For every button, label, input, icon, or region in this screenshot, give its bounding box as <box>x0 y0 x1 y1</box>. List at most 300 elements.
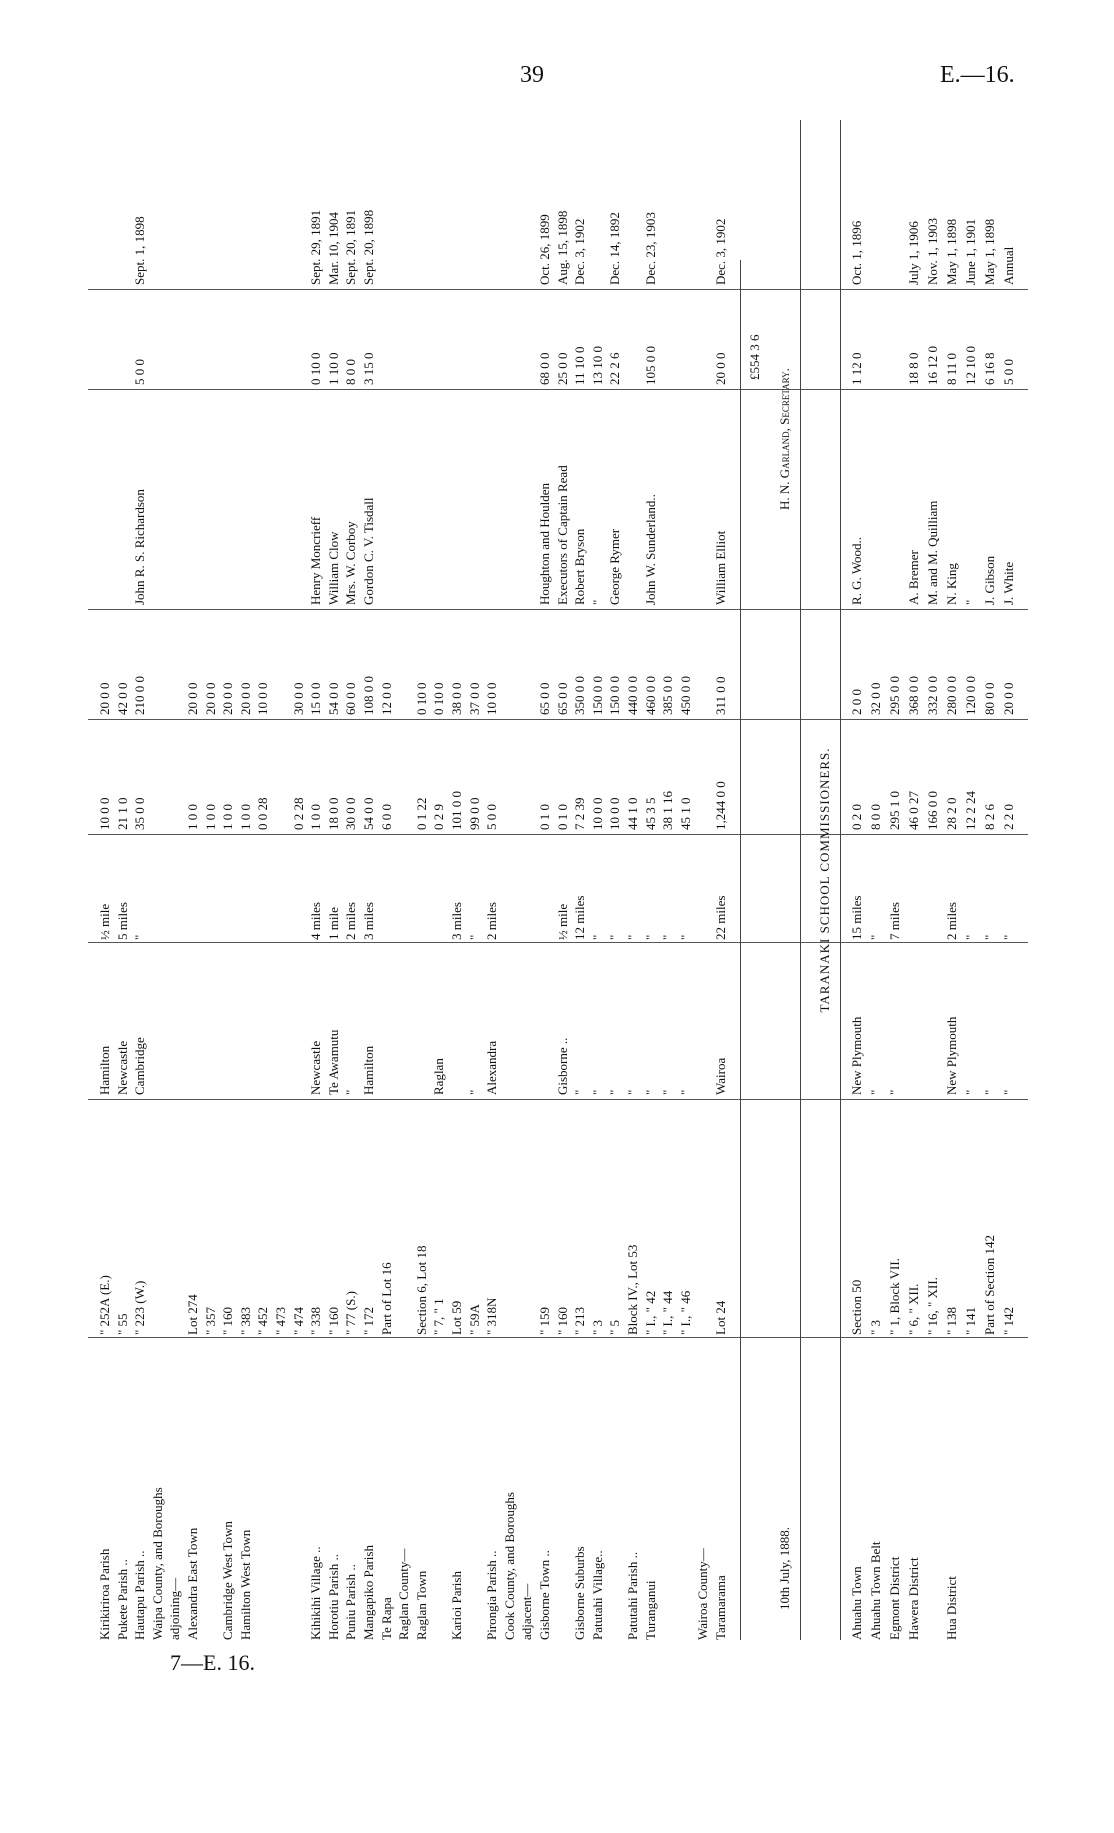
table-row <box>501 120 518 1640</box>
table-row <box>254 120 271 1640</box>
cell-amt: 8 0 0 <box>343 359 359 385</box>
cell-rent: 332 0 0 <box>925 676 940 715</box>
cell-rent: 368 0 0 <box>906 676 921 715</box>
cell-rent: 65 0 0 <box>537 682 552 715</box>
table-row <box>96 120 113 1640</box>
cell-town: " <box>982 1089 997 1095</box>
cell-town: " <box>625 1089 640 1095</box>
cell-loc: Taramarama <box>713 1575 728 1640</box>
cell-less: Executors of Captain Read <box>554 465 570 605</box>
cell-town: " <box>572 1089 588 1095</box>
cell-area: 12 2 24 <box>963 791 978 830</box>
cell-sec: " 55 <box>114 1313 130 1335</box>
cell-area: 35 0 0 <box>132 797 148 830</box>
cell-area: 38 1 16 <box>660 791 676 830</box>
table-row <box>114 120 131 1640</box>
cell-rent: 12 0 0 <box>378 682 394 715</box>
cell-sec: " 16, " XII. <box>925 1277 940 1335</box>
cell-loc: Raglan Town <box>413 1570 429 1640</box>
cell-sec: " 160 <box>220 1306 236 1335</box>
cell-sec: " 338 <box>308 1306 324 1335</box>
section-rule <box>800 120 801 1640</box>
cell-dist: 22 miles <box>713 895 728 940</box>
cell-dist: 3 miles <box>361 902 376 940</box>
cell-loc: Ahuahu Town <box>849 1566 864 1640</box>
cell-exp: Sept. 20, 1891 <box>343 209 359 285</box>
cell-loc: Hautapu Parish .. <box>132 1550 148 1640</box>
cell-sec: " 142 <box>1001 1306 1016 1335</box>
cell-less: M. and M. Quilliam <box>925 500 940 605</box>
cell-rent: 42 0 0 <box>114 682 130 715</box>
cell-town: " <box>466 1089 482 1095</box>
table-row <box>166 120 183 1640</box>
cell-rent: 295 0 0 <box>887 676 902 715</box>
cell-amt: 12 10 0 <box>963 346 978 385</box>
cell-dist: 12 miles <box>572 895 588 940</box>
cell-loc: Hamilton West Town <box>237 1529 253 1640</box>
cell-amt: 18 8 0 <box>906 352 921 385</box>
cell-area: 0 1 0 <box>554 804 570 830</box>
cell-sec: Block IV., Lot 53 <box>625 1244 640 1335</box>
table-row <box>149 120 166 1640</box>
cell-sec: Part of Section 142 <box>982 1234 997 1335</box>
cell-area: 10 0 0 <box>589 797 605 830</box>
table-row <box>981 120 998 1640</box>
cell-area: 1 0 0 <box>202 804 218 830</box>
cell-area: 30 0 0 <box>343 797 359 830</box>
table-row <box>131 120 148 1640</box>
cell-town: " <box>677 1089 693 1095</box>
cell-loc: Hua District <box>944 1576 959 1640</box>
cell-area: 8 2 6 <box>982 804 997 830</box>
cell-area: 1 0 0 <box>185 804 200 830</box>
cell-town: Newcastle <box>308 1040 324 1095</box>
cell-loc: Gisborne Suburbs <box>572 1546 588 1640</box>
cell-sec: " 6, " XII. <box>906 1283 921 1335</box>
cell-loc: Patutahi Parish .. <box>625 1551 640 1640</box>
cell-sec: " I., " 44 <box>660 1290 676 1335</box>
table-row <box>1000 120 1017 1640</box>
cell-sec: " 7, " 1 <box>431 1298 447 1335</box>
cell-loc: Gisborne Town .. <box>537 1550 552 1640</box>
cell-area: 45 1 0 <box>677 797 693 830</box>
table-row <box>360 120 377 1640</box>
table-row <box>413 120 430 1640</box>
table-row <box>202 120 219 1640</box>
cell-rent: 0 10 0 <box>413 682 429 715</box>
cell-dist: ½ mile <box>554 903 570 940</box>
total-rule <box>740 260 741 1640</box>
cell-amt: 3 15 0 <box>361 352 376 385</box>
cell-exp: Annual <box>1001 246 1016 285</box>
cell-loc: Waipa County, and Boroughs <box>149 1487 165 1640</box>
cell-town: " <box>887 1089 902 1095</box>
table-row <box>624 120 641 1640</box>
cell-dist: " <box>589 934 605 940</box>
cell-sec: " 452 <box>255 1306 271 1335</box>
cell-less: J. White <box>1001 561 1016 605</box>
cell-less: R. G. Wood.. <box>849 536 864 605</box>
cell-rent: 10 0 0 <box>255 682 271 715</box>
cell-amt: 1 12 0 <box>849 352 864 385</box>
cell-exp: Dec. 14, 1892 <box>607 212 623 285</box>
cell-town: Cambridge <box>132 1037 148 1095</box>
cell-area: 1 0 0 <box>308 804 324 830</box>
cell-rent: 30 0 0 <box>290 682 306 715</box>
cell-loc: Kihikihi Village .. <box>308 1546 324 1640</box>
cell-area: 28 2 0 <box>944 797 959 830</box>
table-row <box>536 120 553 1640</box>
cell-dist: " <box>132 934 148 940</box>
cell-area: 5 0 0 <box>484 804 500 830</box>
table-row <box>290 120 307 1640</box>
table-row <box>483 120 500 1640</box>
cell-less: John W. Sunderland.. <box>642 494 658 605</box>
cell-area: 0 2 9 <box>431 804 447 830</box>
table-row <box>378 120 395 1640</box>
cell-exp: May 1, 1898 <box>982 218 997 285</box>
cell-amt: 5 0 0 <box>132 359 148 385</box>
cell-amt: 25 0 0 <box>554 352 570 385</box>
cell-rent: 210 0 0 <box>132 676 148 715</box>
table-row <box>886 120 903 1640</box>
cell-dist: " <box>642 934 658 940</box>
cell-dist: " <box>982 934 997 940</box>
table-row <box>466 120 483 1640</box>
cell-dist: 2 miles <box>484 902 500 940</box>
table-row <box>694 120 711 1640</box>
cell-area: 0 2 28 <box>290 797 306 830</box>
cell-area: 6 0 0 <box>378 804 394 830</box>
cell-sec: " I., " 46 <box>677 1290 693 1335</box>
cell-rent: 120 0 0 <box>963 676 978 715</box>
table-row <box>905 120 922 1640</box>
cell-rent: 440 0 0 <box>625 676 640 715</box>
cell-town: " <box>963 1089 978 1095</box>
cell-area: 10 0 0 <box>97 797 112 830</box>
cell-sec: " 474 <box>290 1306 306 1335</box>
date-line: 10th July, 1888. <box>777 1527 792 1610</box>
cell-dist: 3 miles <box>449 902 464 940</box>
total-amount: £554 3 6 <box>747 334 762 380</box>
cell-less: J. Gibson <box>982 555 997 605</box>
cell-dist: " <box>1001 934 1016 940</box>
table-row <box>518 120 535 1640</box>
table-row <box>659 120 676 1640</box>
cell-sec: " 473 <box>273 1306 288 1335</box>
cell-sec: " 3 <box>868 1319 883 1335</box>
cell-exp: Aug. 15, 1898 <box>554 210 570 285</box>
document-code: E.—16. <box>940 62 1015 88</box>
cell-rent: 150 0 0 <box>589 676 605 715</box>
cell-sec: " 357 <box>202 1306 218 1335</box>
cell-town: Gisborne .. <box>554 1037 570 1095</box>
cell-loc: Hawera District <box>906 1557 921 1640</box>
cell-less: Gordon C. V. Tisdall <box>361 497 376 605</box>
cell-loc: Alexandra East Town <box>185 1527 200 1640</box>
cell-loc: Cambridge West Town <box>220 1521 236 1640</box>
cell-dist: 7 miles <box>887 902 902 940</box>
cell-less: William Clow <box>325 531 341 605</box>
page-number: 39 <box>520 62 544 88</box>
section-rule <box>840 120 841 1640</box>
cell-sec: " 59A <box>466 1304 482 1335</box>
cell-area: 1 0 0 <box>237 804 253 830</box>
cell-town: " <box>1001 1089 1016 1095</box>
cell-rent: 150 0 0 <box>607 676 623 715</box>
cell-area: 101 0 0 <box>449 791 464 830</box>
cell-sec: Lot 59 <box>449 1300 464 1335</box>
cell-rent: 20 0 0 <box>202 682 218 715</box>
cell-rent: 54 0 0 <box>325 682 341 715</box>
table-row <box>219 120 236 1640</box>
cell-sec: " 318N <box>484 1297 500 1335</box>
cell-exp: Sept. 20, 1898 <box>361 209 376 285</box>
cell-rent: 37 0 0 <box>466 682 482 715</box>
cell-less: A. Bremer <box>906 550 921 605</box>
cell-loc: Pukete Parish .. <box>114 1559 130 1640</box>
cell-amt: 8 11 0 <box>944 352 959 385</box>
cell-dist: 15 miles <box>849 895 864 940</box>
cell-rent: 65 0 0 <box>554 682 570 715</box>
cell-area: 0 2 0 <box>849 804 864 830</box>
table-row <box>395 120 412 1640</box>
cell-town: " <box>642 1089 658 1095</box>
cell-amt: 5 0 0 <box>1001 359 1016 385</box>
cell-town: Hamilton <box>97 1045 112 1095</box>
cell-amt: 16 12 0 <box>925 346 940 385</box>
cell-dist: " <box>625 934 640 940</box>
cell-exp: Oct. 1, 1896 <box>849 220 864 285</box>
cell-area: 1 0 0 <box>220 804 236 830</box>
cell-area: 295 1 0 <box>887 791 902 830</box>
table-row <box>943 120 960 1640</box>
table-row <box>325 120 342 1640</box>
cell-rent: 32 0 0 <box>868 682 883 715</box>
cell-exp: Nov. 1, 1903 <box>925 217 940 285</box>
table-row <box>642 120 659 1640</box>
cell-rent: 38 0 0 <box>449 682 464 715</box>
cell-loc: Mangapiko Parish <box>361 1545 376 1640</box>
cell-loc: Egmont District <box>887 1556 902 1640</box>
cell-sec: Section 6, Lot 18 <box>413 1245 429 1335</box>
cell-loc: Horotiu Parish .. <box>325 1554 341 1640</box>
cell-area: 0 1 0 <box>537 804 552 830</box>
table-row <box>237 120 254 1640</box>
cell-exp: June 1, 1901 <box>963 218 978 285</box>
section-title: TARANAKI SCHOOL COMMISSIONERS. <box>817 747 832 1013</box>
cell-rent: 80 0 0 <box>982 682 997 715</box>
cell-sec: Part of Lot 16 <box>378 1262 394 1335</box>
cell-sec: Lot 24 <box>713 1300 728 1335</box>
cell-sec: " 159 <box>537 1306 552 1335</box>
cell-sec: " 1, Block VII. <box>887 1258 902 1335</box>
cell-sec: " 223 (W.) <box>132 1280 148 1335</box>
rotated-table <box>88 120 1028 1640</box>
cell-less: " <box>589 599 605 605</box>
table-row <box>272 120 289 1640</box>
cell-dist: " <box>963 934 978 940</box>
cell-dist: 2 miles <box>343 902 359 940</box>
cell-loc: Wairoa County— <box>695 1548 711 1640</box>
cell-rent: 2 0 0 <box>849 689 864 715</box>
cell-dist: 5 miles <box>114 902 130 940</box>
cell-rent: 20 0 0 <box>237 682 253 715</box>
cell-town: Raglan <box>431 1058 447 1095</box>
cell-sec: " 160 <box>554 1306 570 1335</box>
cell-amt: 11 10 0 <box>572 346 588 385</box>
table-row <box>606 120 623 1640</box>
cell-town: Wairoa <box>713 1057 728 1095</box>
cell-amt: 6 16 8 <box>982 352 997 385</box>
table-row <box>677 120 694 1640</box>
cell-loc: Puniu Parish .. <box>343 1564 359 1640</box>
table-row <box>448 120 465 1640</box>
cell-exp: Sept. 29, 1891 <box>308 209 324 285</box>
table-row <box>924 120 941 1640</box>
cell-dist: " <box>660 934 676 940</box>
cell-town: Te Awamutu <box>325 1029 341 1095</box>
cell-less: Robert Bryson <box>572 528 588 605</box>
cell-rent: 311 0 0 <box>713 676 728 715</box>
cell-rent: 450 0 0 <box>677 676 693 715</box>
cell-exp: Dec. 3, 1902 <box>572 218 588 285</box>
cell-rent: 20 0 0 <box>185 682 200 715</box>
cell-sec: " 141 <box>963 1306 978 1335</box>
cell-amt: 0 10 0 <box>308 352 324 385</box>
cell-less: Mrs. W. Corboy <box>343 521 359 605</box>
cell-town: " <box>589 1089 605 1095</box>
cell-sec: " 77 (S.) <box>343 1291 359 1335</box>
cell-town: Hamilton <box>361 1045 376 1095</box>
cell-town: New Plymouth <box>849 1016 864 1095</box>
cell-area: 0 0 28 <box>255 797 271 830</box>
cell-area: 1,244 0 0 <box>713 781 728 830</box>
cell-area: 166 0 0 <box>925 791 940 830</box>
cell-loc: Patutahi Village.. <box>589 1550 605 1640</box>
cell-rent: 15 0 0 <box>308 682 324 715</box>
table-row <box>712 120 729 1640</box>
cell-loc: Cook County, and Boroughs <box>501 1492 517 1640</box>
signature: H. N. Garland, Secretary. <box>777 368 792 510</box>
table-row <box>848 120 865 1640</box>
cell-town: New Plymouth <box>944 1016 959 1095</box>
cell-dist: " <box>868 934 883 940</box>
cell-amt: 105 0 0 <box>642 346 658 385</box>
table-row <box>307 120 324 1640</box>
cell-less: John R. S. Richardson <box>132 489 148 605</box>
cell-amt: 68 0 0 <box>537 352 552 385</box>
cell-exp: Dec. 3, 1902 <box>713 218 728 285</box>
cell-rent: 385 0 0 <box>660 676 676 715</box>
cell-loc: adjoining— <box>167 1577 183 1640</box>
cell-loc: Ahuahu Town Belt <box>868 1541 883 1640</box>
cell-dist: ½ mile <box>97 903 112 940</box>
cell-area: 54 0 0 <box>361 797 376 830</box>
cell-area: 7 2 39 <box>572 797 588 830</box>
cell-town: Newcastle <box>114 1040 130 1095</box>
cell-sec: " 213 <box>572 1306 588 1335</box>
cell-exp: May 1, 1898 <box>944 218 959 285</box>
cell-dist: " <box>607 934 623 940</box>
cell-rent: 20 0 0 <box>220 682 236 715</box>
cell-less: Houghton and Houlden <box>537 482 552 605</box>
cell-area: 21 1 0 <box>114 797 130 830</box>
cell-sec: " 172 <box>361 1306 376 1335</box>
cell-loc: Turanganui <box>642 1580 658 1640</box>
cell-rent: 20 0 0 <box>1001 682 1016 715</box>
table-row <box>184 120 201 1640</box>
cell-area: 2 2 0 <box>1001 804 1016 830</box>
cell-exp: Dec. 23, 1903 <box>642 212 658 285</box>
table-row <box>342 120 359 1640</box>
cell-amt: 1 10 0 <box>325 352 341 385</box>
cell-amt: 22 2 6 <box>607 352 623 385</box>
cell-less: Henry Moncrieff <box>308 516 324 605</box>
cell-sec: " I., " 42 <box>642 1290 658 1335</box>
table-row <box>554 120 571 1640</box>
cell-dist: " <box>466 934 482 940</box>
table-row <box>962 120 979 1640</box>
table-row <box>867 120 884 1640</box>
cell-sec: " 160 <box>325 1306 341 1335</box>
cell-area: 44 1 0 <box>625 797 640 830</box>
cell-loc: Karioi Parish <box>449 1571 464 1640</box>
cell-loc: adjacent— <box>519 1583 535 1640</box>
cell-town: " <box>868 1089 883 1095</box>
cell-area: 10 0 0 <box>607 797 623 830</box>
cell-loc: Te Rapa <box>378 1597 394 1640</box>
cell-town: " <box>660 1089 676 1095</box>
cell-area: 8 0 0 <box>868 804 883 830</box>
cell-town: " <box>343 1089 359 1095</box>
cell-area: 18 0 0 <box>325 797 341 830</box>
cell-area: 46 0 27 <box>906 791 921 830</box>
cell-area: 45 3 5 <box>642 797 658 830</box>
cell-amt: 20 0 0 <box>713 352 728 385</box>
cell-sec: Lot 274 <box>185 1294 200 1335</box>
cell-sec: Section 50 <box>849 1279 864 1335</box>
cell-exp: Sept. 1, 1898 <box>132 216 148 285</box>
cell-sec: " 252A (E.) <box>97 1275 112 1335</box>
cell-less: George Rymer <box>607 528 623 605</box>
cell-town: " <box>607 1089 623 1095</box>
cell-loc: Pirongia Parish .. <box>484 1550 500 1640</box>
cell-rent: 20 0 0 <box>97 682 112 715</box>
cell-dist: 4 miles <box>308 902 324 940</box>
cell-area: 99 0 0 <box>466 797 482 830</box>
cell-rent: 10 0 0 <box>484 682 500 715</box>
cell-sec: " 5 <box>607 1319 623 1335</box>
cell-less: " <box>963 599 978 605</box>
cell-rent: 60 0 0 <box>343 682 359 715</box>
cell-sec: " 3 <box>589 1319 605 1335</box>
cell-exp: Mar. 10, 1904 <box>325 212 341 285</box>
cell-dist: 1 mile <box>325 907 341 940</box>
cell-exp: Oct. 26, 1899 <box>537 214 552 285</box>
cell-rent: 108 0 0 <box>361 676 376 715</box>
cell-town: Alexandra <box>484 1040 500 1095</box>
table-row <box>589 120 606 1640</box>
cell-dist: 2 miles <box>944 902 959 940</box>
table-row <box>430 120 447 1640</box>
cell-rent: 280 0 0 <box>944 676 959 715</box>
cell-loc: Kirikiriroa Parish <box>97 1548 112 1640</box>
cell-less: N. King <box>944 563 959 605</box>
cell-less: William Elliot <box>713 530 728 605</box>
table-row <box>571 120 588 1640</box>
cell-sec: " 138 <box>944 1306 959 1335</box>
